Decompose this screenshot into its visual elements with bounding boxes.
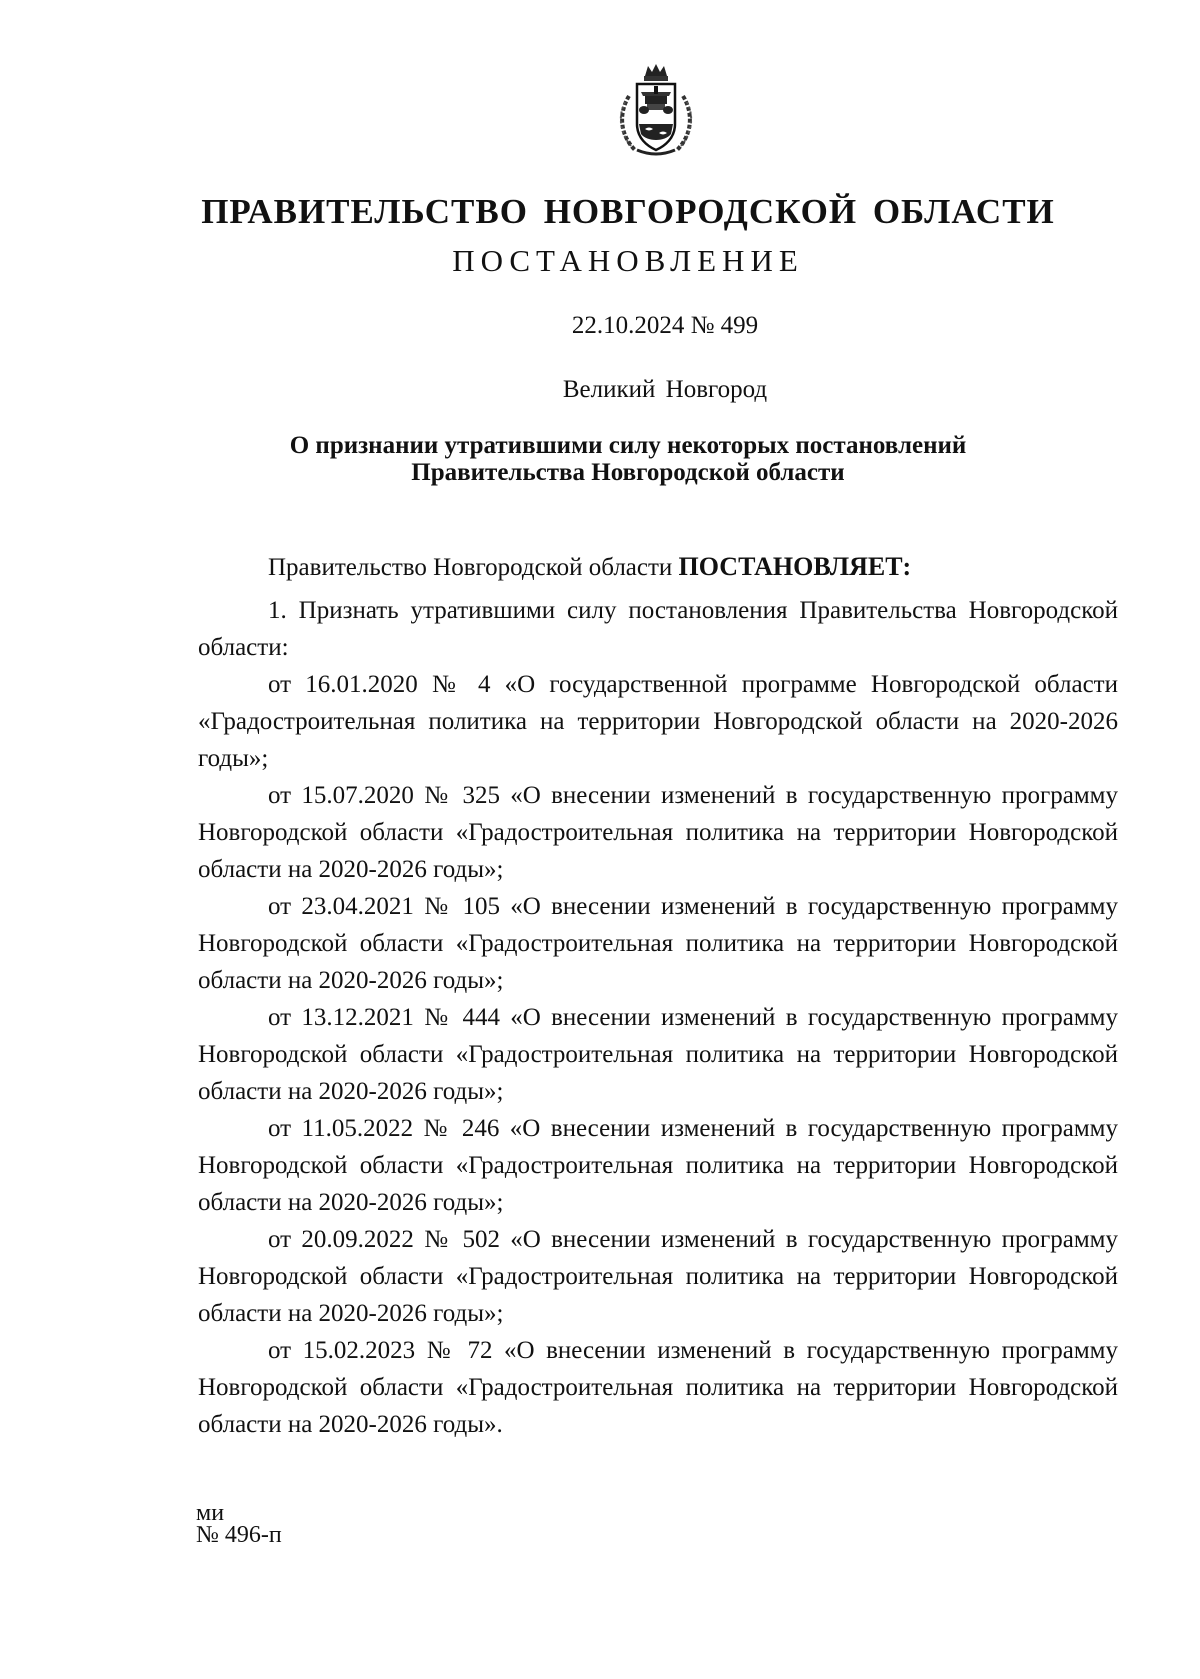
list-item: от 15.07.2020 № 325 «О внесении изменений в государственную программу Новгородской области «Градостроительная политика на территории Новгородской области на 2020-2026 годы»; [198,782,1118,883]
list-item: от 11.05.2022 № 246 «О внесении изменений в государственную программу Новгородской области «Градостроительная политика на территории Новгородской области на 2020-2026 годы»; [198,1115,1118,1216]
document-date-number: 22.10.2024 № 499 [571,312,759,339]
document-footer [196,1502,282,1546]
document-city: Великий Новгород [562,376,768,403]
list-item: от 23.04.2021 № 105 «О внесении изменений в государственную программу Новгородской области «Градостроительная политика на территории Новгородской области на 2020-2026 годы»; [198,893,1118,994]
list-item: от 16.01.2020 № 4 «О государственной программе Новгородской области «Градостроительная политика на территории Новгородской области на 2020-2026 годы»; [198,671,1118,772]
preamble-text: Правительство Новгородской области [268,554,679,581]
footer-draft-number: № 496-п [196,1522,282,1548]
footer-initials: ми [196,1500,225,1526]
subject-line-2: Правительства Новгородской области [411,459,845,486]
coat-of-arms-icon [615,62,697,160]
preamble-decision: ПОСТАНОВЛЯЕТ: [678,552,912,581]
subject-line-1: О признании утратившими силу некоторых постановлений [289,432,967,459]
list-item: от 20.09.2022 № 502 «О внесении изменений в государственную программу Новгородской области «Градостроительная политика на территории Новгородской области на 2020-2026 годы»; [198,1226,1118,1327]
preamble [268,548,1118,586]
clause-1: 1. Признать утратившими силу постановления Правительства Новгородской области: [198,597,1118,661]
document-subject [28,432,1200,486]
list-item: от 15.02.2023 № 72 «О внесении изменений в государственную программу Новгородской области «Градостроительная политика на территории Новгородской области на 2020-2026 годы». [198,1337,1118,1438]
list-item: от 13.12.2021 № 444 «О внесении изменений в государственную программу Новгородской области «Градостроительная политика на территории Новгородской области на 2020-2026 годы»; [198,1004,1118,1105]
government-title: ПРАВИТЕЛЬСТВО НОВГОРОДСКОЙ ОБЛАСТИ [201,192,1055,231]
document-body [198,548,1118,1443]
document-type: ПОСТАНОВЛЕНИЕ [452,243,804,278]
